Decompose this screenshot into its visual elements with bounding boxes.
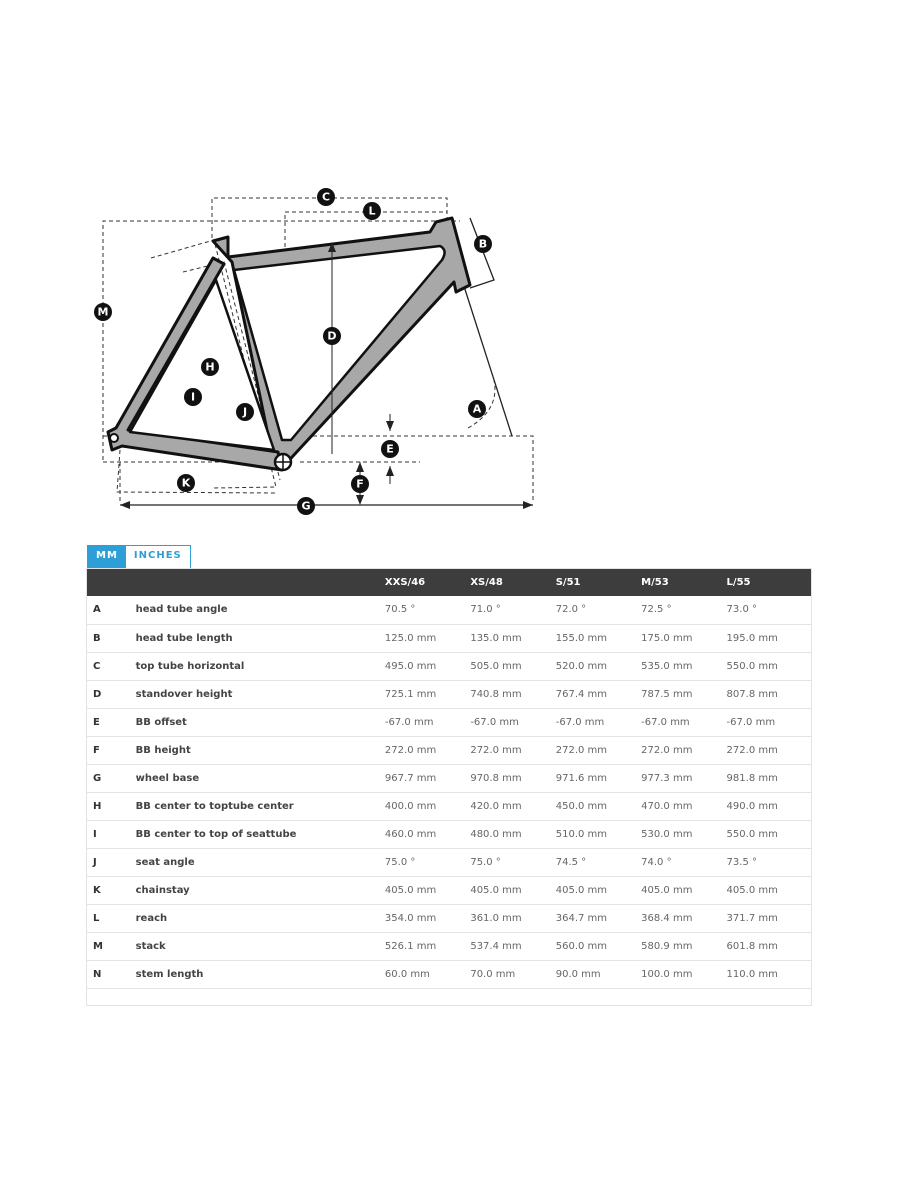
table-row [86, 960, 812, 988]
row-value: -67.0 mm [641, 716, 690, 728]
marker-E [381, 440, 399, 458]
row-value: 354.0 mm [384, 912, 437, 924]
row-value: 725.1 mm [384, 688, 437, 700]
row-value: 530.0 mm [641, 828, 693, 840]
header-name [136, 568, 385, 596]
table-row [86, 904, 812, 932]
row-value: 70.0 mm [470, 968, 516, 980]
table-row [86, 848, 812, 876]
row-value: 740.8 mm [470, 688, 522, 700]
row-code: F [93, 744, 100, 756]
marker-M [94, 303, 112, 321]
marker-C [317, 188, 335, 206]
table-row [86, 792, 812, 820]
row-value: 361.0 mm [470, 912, 522, 924]
row-name: BB center to toptube center [135, 800, 294, 812]
row-value: 195.0 mm [726, 632, 778, 644]
row-value: 537.4 mm [470, 940, 522, 952]
row-value: 510.0 mm [555, 828, 608, 840]
row-value: 73.0 ° [726, 604, 757, 616]
marker-C-text: C [321, 190, 331, 204]
row-value: 405.0 mm [470, 884, 522, 896]
row-value: -67.0 mm [726, 716, 776, 728]
unit-toggle [87, 545, 191, 569]
row-value: 75.0 ° [470, 856, 501, 868]
marker-L-text: L [368, 204, 376, 218]
row-value: 73.5 ° [726, 856, 757, 868]
marker-B-text: B [478, 237, 488, 251]
row-value: 272.0 mm [470, 744, 522, 756]
header-size-l55: L/55 [726, 576, 751, 588]
bike-frame [108, 218, 470, 470]
row-value: 535.0 mm [641, 660, 693, 672]
row-value: 74.0 ° [641, 856, 672, 868]
marker-D [323, 327, 341, 345]
marker-J [236, 403, 254, 421]
row-name: stem length [135, 968, 204, 980]
row-value: 601.8 mm [726, 940, 778, 952]
row-value: 787.5 mm [641, 688, 693, 700]
row-value: 400.0 mm [384, 800, 437, 812]
row-value: 405.0 mm [555, 884, 608, 896]
marker-F [351, 475, 369, 493]
row-value: 480.0 mm [470, 828, 522, 840]
row-value: 807.8 mm [726, 688, 778, 700]
row-value: -67.0 mm [470, 716, 519, 728]
head-tube-bracket [470, 218, 494, 288]
header-size-m53: M/53 [641, 576, 669, 588]
marker-J-text: J [242, 405, 248, 419]
table-row [86, 708, 812, 736]
row-value: 272.0 mm [726, 744, 778, 756]
row-value: 490.0 mm [726, 800, 778, 812]
frame-geometry-diagram [0, 0, 900, 540]
row-code: H [93, 800, 102, 812]
table-row [86, 932, 812, 960]
marker-F-text: F [356, 477, 364, 491]
table-row [86, 820, 812, 848]
row-name: wheel base [135, 772, 200, 784]
row-value: 72.0 ° [555, 604, 587, 616]
table-header-row [86, 568, 812, 596]
row-value: 550.0 mm [726, 660, 778, 672]
row-value: 272.0 mm [641, 744, 693, 756]
row-value: 981.8 mm [726, 772, 778, 784]
row-name: head tube angle [135, 604, 228, 616]
row-value: 74.5 ° [555, 856, 587, 868]
row-code: N [93, 968, 102, 980]
header-size-xxs46: XXS/46 [384, 576, 426, 588]
row-value: 110.0 mm [726, 968, 778, 980]
row-value: 72.5 ° [641, 604, 672, 616]
row-code: K [93, 884, 101, 896]
row-code: L [93, 912, 100, 924]
row-value: 125.0 mm [384, 632, 437, 644]
marker-H [201, 358, 219, 376]
row-code: J [93, 856, 97, 868]
row-value: 420.0 mm [470, 800, 522, 812]
header-size-xs48: XS/48 [470, 576, 503, 588]
row-value: 560.0 mm [555, 940, 608, 952]
row-code: G [93, 772, 102, 784]
row-value: 371.7 mm [726, 912, 778, 924]
row-value: 135.0 mm [470, 632, 522, 644]
row-value: 70.5 ° [384, 604, 416, 616]
row-value: 364.7 mm [555, 912, 608, 924]
row-code: A [93, 604, 101, 616]
table-row [86, 764, 812, 792]
marker-G-text: G [301, 499, 311, 513]
row-value: 405.0 mm [726, 884, 778, 896]
row-code: B [93, 632, 101, 644]
row-name: stack [135, 940, 166, 952]
row-value: 495.0 mm [384, 660, 437, 672]
marker-I [184, 388, 202, 406]
row-value: 977.3 mm [641, 772, 693, 784]
row-code: C [93, 660, 101, 672]
row-value: 60.0 mm [384, 968, 430, 980]
row-value: 90.0 mm [555, 968, 601, 980]
header-size-s51: S/51 [555, 576, 581, 588]
marker-L [363, 202, 381, 220]
geometry-table [86, 568, 812, 989]
row-value: 272.0 mm [384, 744, 437, 756]
marker-K [177, 474, 195, 492]
row-value: 460.0 mm [384, 828, 437, 840]
row-value: 75.0 ° [384, 856, 416, 868]
row-value: 100.0 mm [641, 968, 693, 980]
row-name: reach [135, 912, 168, 924]
row-name: BB center to top of seattube [135, 828, 297, 840]
marker-E-text: E [386, 442, 394, 456]
row-value: 71.0 ° [470, 604, 501, 616]
row-value: 580.9 mm [641, 940, 693, 952]
table-body [86, 596, 812, 988]
marker-A-text: A [472, 402, 482, 416]
row-value: 520.0 mm [555, 660, 608, 672]
table-row [86, 736, 812, 764]
row-value: 368.4 mm [641, 912, 693, 924]
row-value: 155.0 mm [555, 632, 608, 644]
marker-M-text: M [97, 305, 109, 319]
row-value: 971.6 mm [555, 772, 608, 784]
row-value: 405.0 mm [384, 884, 437, 896]
row-value: 970.8 mm [470, 772, 522, 784]
row-code: E [93, 716, 100, 728]
marker-B [474, 235, 492, 253]
row-value: 550.0 mm [726, 828, 778, 840]
marker-A [468, 400, 486, 418]
unit-inches-button[interactable]: INCHES [126, 546, 190, 568]
row-value: -67.0 mm [384, 716, 434, 728]
row-name: standover height [135, 688, 233, 700]
marker-G [297, 497, 315, 515]
row-name: chainstay [135, 884, 190, 896]
table-row [86, 652, 812, 680]
row-value: 526.1 mm [384, 940, 437, 952]
table-row [86, 876, 812, 904]
row-value: 967.7 mm [384, 772, 437, 784]
marker-D-text: D [327, 329, 337, 343]
row-value: 272.0 mm [555, 744, 608, 756]
table-row [86, 596, 812, 624]
row-value: 767.4 mm [555, 688, 608, 700]
row-code: M [93, 940, 103, 952]
unit-mm-button[interactable]: MM [88, 546, 126, 568]
row-name: seat angle [135, 856, 195, 868]
row-name: BB offset [135, 716, 187, 728]
row-name: head tube length [135, 632, 233, 644]
row-value: -67.0 mm [555, 716, 605, 728]
row-value: 450.0 mm [555, 800, 608, 812]
row-code: D [93, 688, 102, 700]
row-value: 470.0 mm [641, 800, 693, 812]
header-code [86, 568, 136, 596]
row-code: I [93, 828, 97, 840]
marker-K-text: K [181, 476, 191, 490]
marker-H-text: H [205, 360, 215, 374]
row-name: top tube horizontal [135, 660, 245, 672]
marker-I-text: I [190, 390, 196, 404]
table-row [86, 680, 812, 708]
row-value: 505.0 mm [470, 660, 522, 672]
row-value: 405.0 mm [641, 884, 693, 896]
table-row [86, 624, 812, 652]
row-value: 175.0 mm [641, 632, 693, 644]
row-name: BB height [135, 744, 191, 756]
